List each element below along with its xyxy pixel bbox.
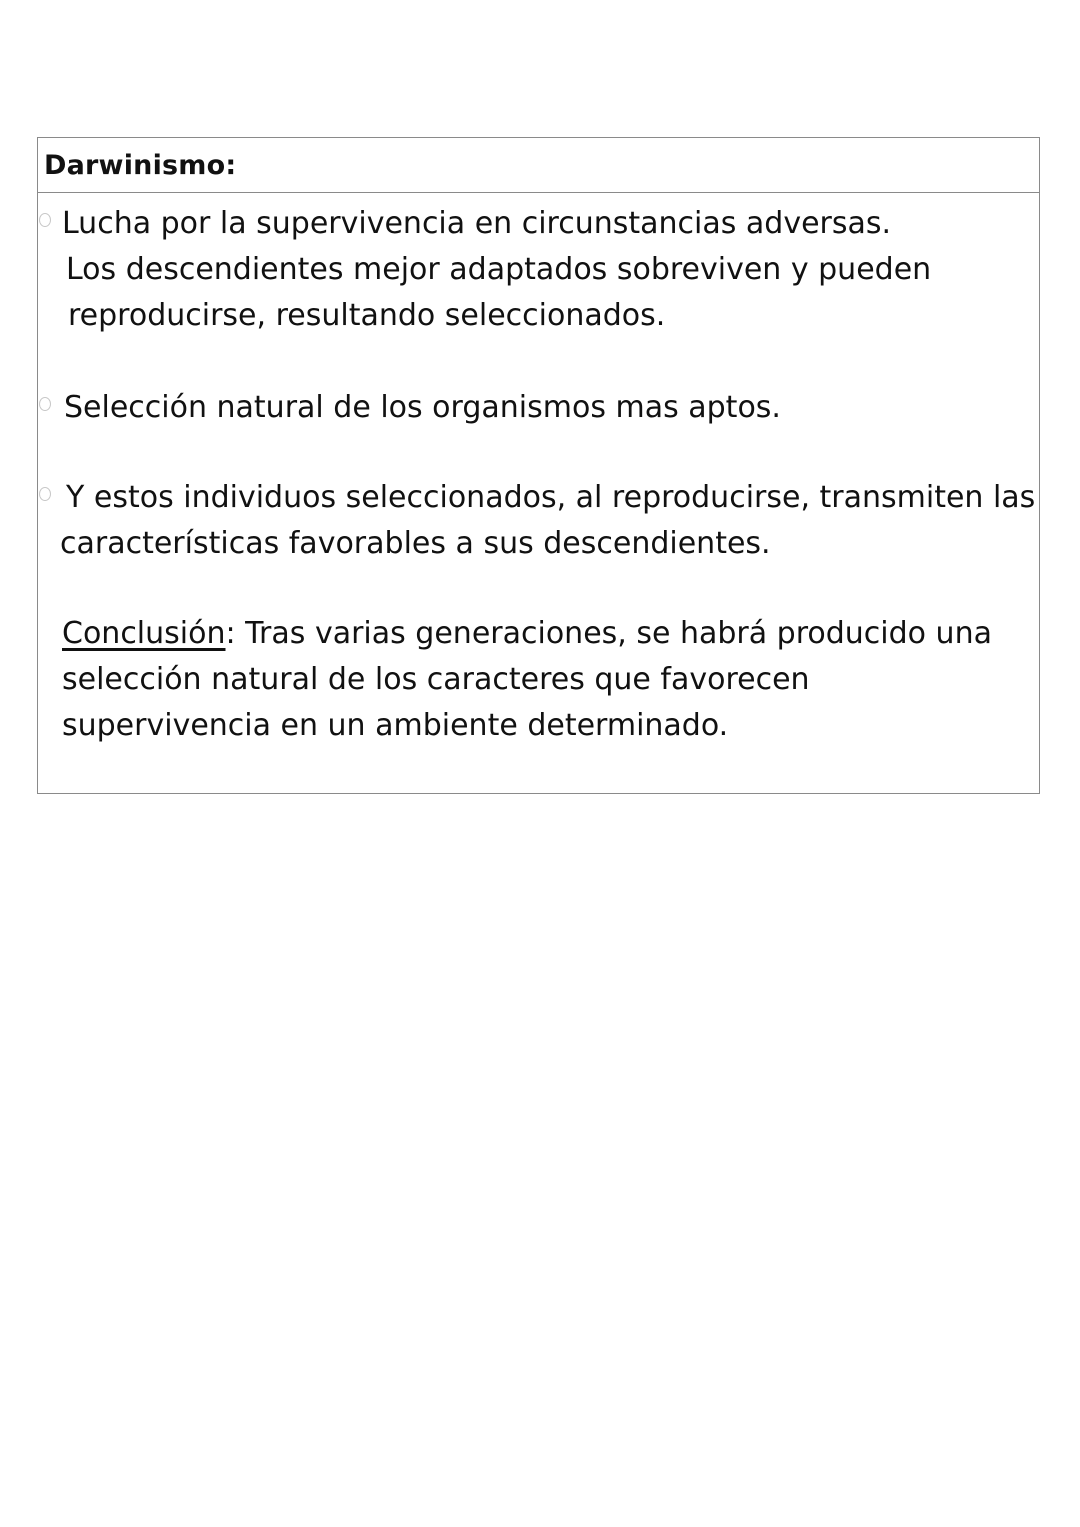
conclusion-line: supervivencia en un ambiente determinado. [62,708,729,743]
bullet-icon [39,213,51,227]
list-item-line: Y estos individuos seleccionados, al reproducirse, transmiten las [66,480,1036,515]
list-item-line: Lucha por la supervivencia en circunstancias adversas. [62,206,892,241]
darwinism-card [37,137,1040,794]
bullet-icon [39,397,51,411]
list-item-line: reproducirse, resultando seleccionados. [68,298,666,333]
card-content [38,193,1039,793]
conclusion-line [62,611,1039,657]
bullet-icon [39,487,51,501]
list-item-line: Selección natural de los organismos mas aptos. [64,390,781,425]
card-header [38,138,1039,193]
conclusion-text: Tras varias generaciones, se habrá producido una [235,616,992,651]
list-item-line: Los descendientes mejor adaptados sobreviven y pueden [66,252,932,287]
list-item-selection [38,385,1039,431]
list-item-inheritance [38,475,1039,567]
conclusion-line: selección natural de los caracteres que favorecen [62,662,810,697]
list-item-struggle [38,201,1039,339]
conclusion-label: Conclusión [62,616,226,651]
list-item-line: características favorables a sus descendientes. [60,526,771,561]
conclusion-separator: : [225,616,236,651]
card-title: Darwinismo: [44,149,237,181]
conclusion-paragraph [62,611,1039,749]
